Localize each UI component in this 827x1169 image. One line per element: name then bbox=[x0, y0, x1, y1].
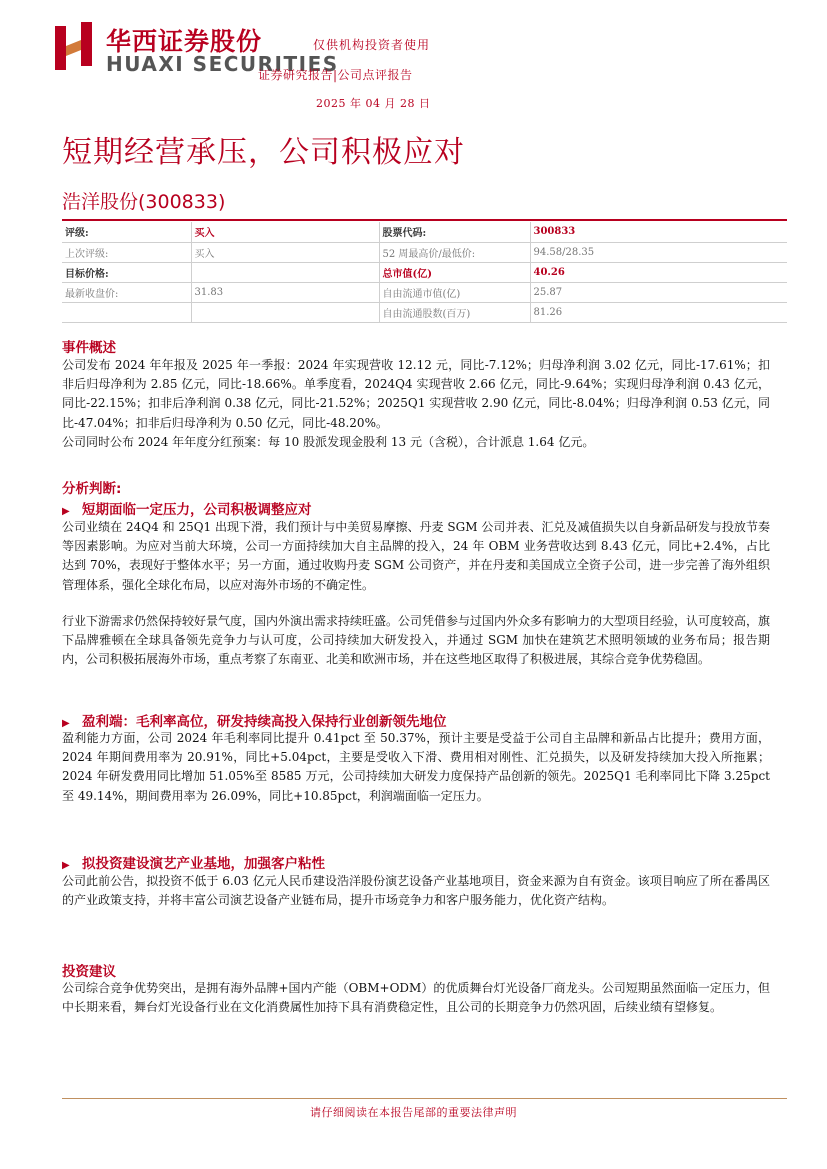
table-row bbox=[62, 242, 787, 262]
section-heading-analysis: 分析判断: bbox=[62, 481, 122, 497]
title-divider bbox=[62, 219, 787, 221]
table-cell: 25.87 bbox=[530, 282, 787, 302]
stock-info-table bbox=[62, 222, 787, 323]
invest-paragraph: 公司综合竞争优势突出，是拥有海外品牌+国内产能（OBM+ODM）的优质舞台灯光设备厂商龙头。公司短期虽然面临一定压力，但中长期来看，舞台灯光设备行业在文化消费属性加持下具有消费稳定性，且公司的长期竞争力仍然巩固，后续业绩有望修复。 bbox=[62, 981, 770, 1015]
company-name: 浩洋股份(300833) bbox=[62, 191, 226, 213]
short-term-paragraph-2: 行业下游需求仍然保持较好景气度，国内外演出需求持续旺盛。公司凭借参与过国内外众多有影响力的大型项目经验，认可度较高，旗下品牌雅顿在全球具备领先竞争力与认可度，公司持续加大研发投入，并通过 SGM 加快在建筑艺术照明领域的业务布局；报告期内，公司积极拓展海外市场，重点考察了东南亚、北美和欧洲市场，并在这些地区取得了积极进展，其综合竞争优势稳固。 bbox=[62, 614, 771, 667]
table-cell: 94.58/28.35 bbox=[530, 242, 787, 262]
investor-notice: 仅供机构投资者使用 bbox=[313, 38, 431, 52]
table-cell: 股票代码: bbox=[379, 222, 530, 242]
section-heading-event: 事件概述 bbox=[62, 340, 116, 356]
report-date: 2025 年 04 月 28 日 bbox=[316, 97, 431, 110]
table-cell: 上次评级: bbox=[62, 242, 191, 262]
subheading-text: 短期面临一定压力，公司积极调整应对 bbox=[82, 502, 312, 518]
bullet-triangle-icon: ▶ bbox=[62, 718, 70, 729]
table-row bbox=[62, 262, 787, 282]
base-paragraph: 公司此前公告，拟投资不低于 6.03 亿元人民币建设浩洋股份演艺设备产业基地项目，资金来源为自有资金。该项目响应了所在番禺区的产业政策支持，并将丰富公司演艺设备产业链布局，提升市场竞争力和客户服务能力，优化资产结构。 bbox=[62, 874, 770, 908]
event-paragraph: 公司发布 2024 年年报及 2025 年一季报：2024 年实现营收 12.12 元，同比-7.12%；归母净利润 3.02 亿元，同比-17.61%；扣非后归母净利为 2.85 亿元，同比-18.66%。单季度看，2024Q4 实现营收 2.66 亿元，同比-9.64%；实现归母净利润 0.43 亿元，同比-22.15%；扣非后净利润 0.38 亿元，同比-21.52%；2025Q1 实现营收 2.90 亿元，同比-8.04%；归母净利润 0.53 亿元，同比-47.04%；扣非后归母净利为 0.50 亿元，同比-48.20%。 bbox=[62, 358, 770, 430]
logo-english-text: HUAXI SECURITIES bbox=[106, 52, 339, 76]
table-row bbox=[62, 222, 787, 242]
bullet-triangle-icon: ▶ bbox=[62, 860, 70, 871]
table-cell: 目标价格: bbox=[62, 262, 191, 282]
footer-divider bbox=[62, 1098, 787, 1099]
logo-chinese-text: 华西证券股份 bbox=[106, 27, 263, 56]
report-title: 短期经营承压，公司积极应对 bbox=[62, 135, 465, 170]
table-cell: 自由流通股数(百万) bbox=[379, 302, 530, 322]
dividend-paragraph: 公司同时公布 2024 年年度分红预案：每 10 股派发现金股利 13 元（含税），合计派息 1.64 亿元。 bbox=[62, 435, 595, 449]
bullet-triangle-icon: ▶ bbox=[62, 506, 70, 517]
table-cell: 自由流通市值(亿) bbox=[379, 282, 530, 302]
table-row bbox=[62, 282, 787, 302]
table-cell bbox=[191, 302, 379, 322]
table-cell: 买入 bbox=[191, 242, 379, 262]
subheading-profitability bbox=[62, 710, 447, 730]
subheading-short-term bbox=[62, 498, 312, 518]
table-cell: 81.26 bbox=[530, 302, 787, 322]
table-cell: 300833 bbox=[530, 222, 787, 242]
table-cell: 40.26 bbox=[530, 262, 787, 282]
table-cell: 52 周最高价/最低价: bbox=[379, 242, 530, 262]
table-row bbox=[62, 302, 787, 322]
footer-disclaimer: 请仔细阅读在本报告尾部的重要法律声明 bbox=[310, 1106, 517, 1119]
subheading-text: 拟投资建设演艺产业基地，加强客户粘性 bbox=[82, 856, 325, 872]
profitability-paragraph: 盈利能力方面，公司 2024 年毛利率同比提升 0.41pct 至 50.37%，预计主要是受益于公司自主品牌和新品占比提升；费用方面，2024 年期间费用率为 20.91%，同比+5.04pct，主要是受收入下滑、费用相对刚性、汇兑损失，以及研发持续加大投入所拖累；2024 年研发费用同比增加 51.05%至 8585 万元，公司持续加大研发力度保持产品创新的领先。2025Q1 毛利率同比下降 3.25pct 至 49.14%，期间费用率为 26.09%，同比+10.85pct，利润端面临一定压力。 bbox=[62, 731, 770, 803]
table-cell: 最新收盘价: bbox=[62, 282, 191, 302]
table-cell: 31.83 bbox=[191, 282, 379, 302]
section-heading-invest: 投资建议 bbox=[62, 964, 116, 980]
report-type: 证券研究报告|公司点评报告 bbox=[258, 68, 413, 82]
table-cell: 买入 bbox=[191, 222, 379, 242]
table-cell bbox=[191, 262, 379, 282]
subheading-text: 盈利端：毛利率高位，研发持续高投入保持行业创新领先地位 bbox=[82, 714, 447, 730]
table-cell: 评级: bbox=[62, 222, 191, 242]
table-cell: 总市值(亿) bbox=[379, 262, 530, 282]
subheading-base bbox=[62, 852, 325, 872]
short-term-paragraph-1: 公司业绩在 24Q4 和 25Q1 出现下滑，我们预计与中美贸易摩擦、丹麦 SGM 公司并表、汇兑及减值损失以自身新品研发与投放节奏等因素影响。为应对当前大环境，公司一方面持续加大自主品牌的投入，24 年 OBM 业务营收达到 8.43 亿元，同比+2.4%，占比达到 70%，表现好于整体水平；另一方面，通过收购丹麦 SGM 公司资产，并在丹麦和美国成立全资子公司，进一步完善了海外组织管理体系，强化全球化布局，以应对海外市场的不确定性。 bbox=[62, 520, 770, 592]
table-cell bbox=[62, 302, 191, 322]
huaxi-logo-icon bbox=[55, 22, 95, 72]
